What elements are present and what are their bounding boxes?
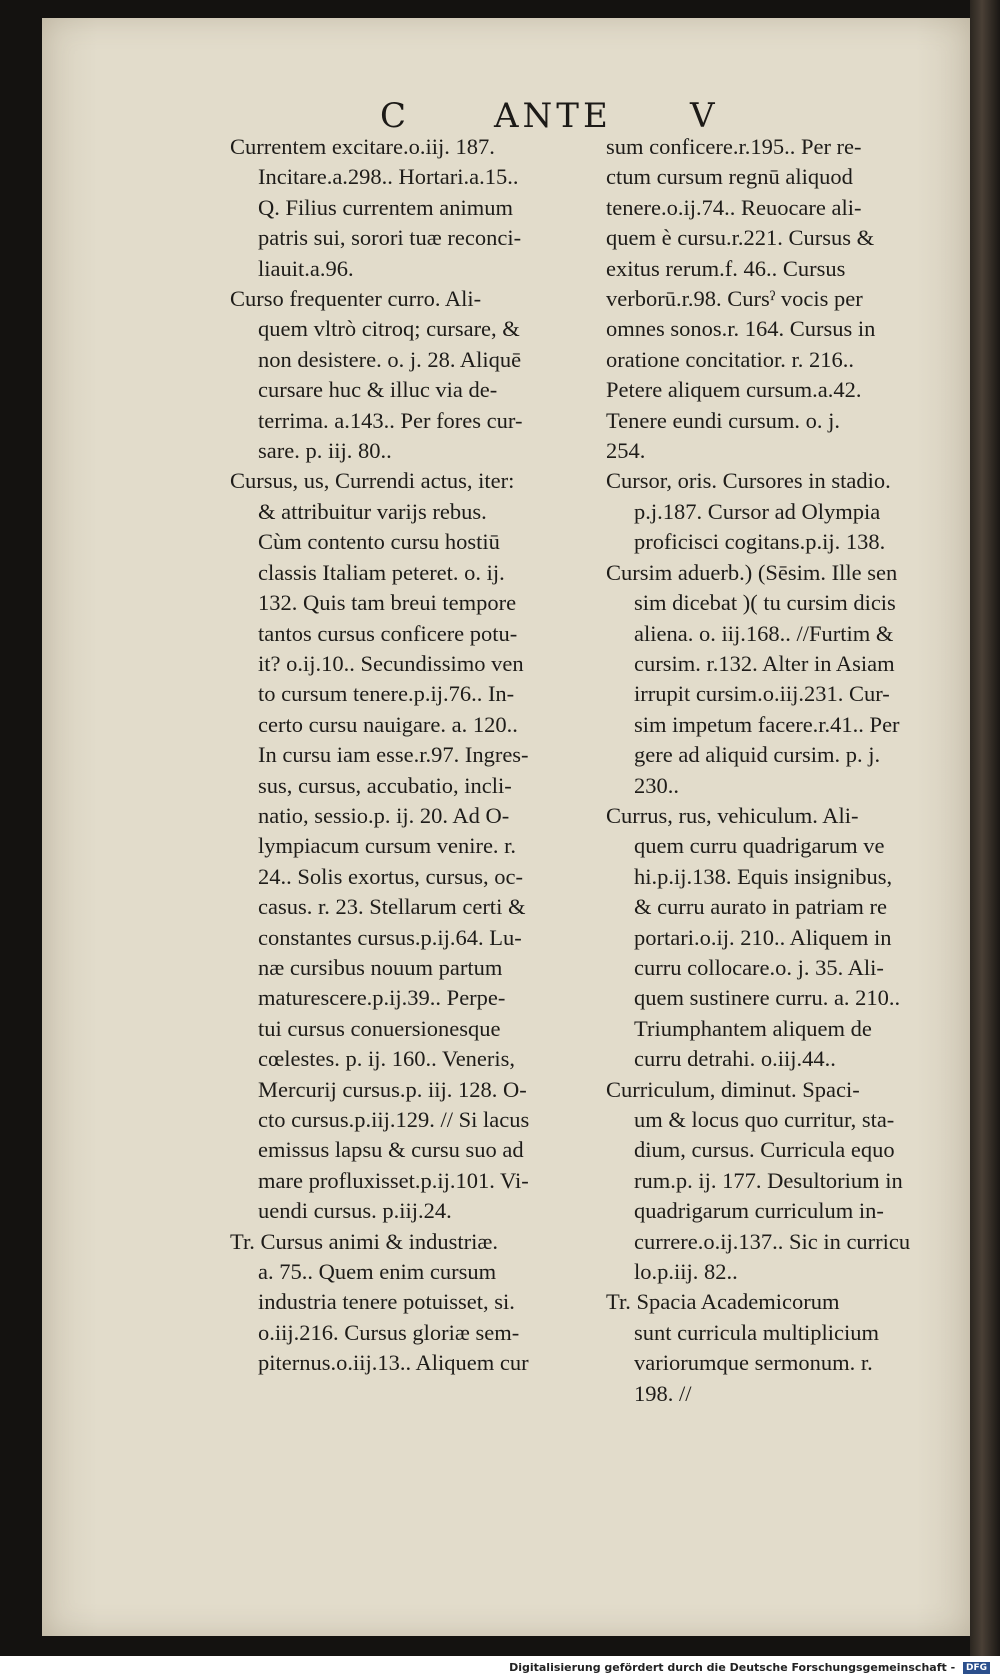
entry-line: tenere.o.ij.74.. Reuocare ali-	[606, 194, 862, 220]
entry-line: natio, sessio.p. ij. 20. Ad O-	[258, 802, 510, 828]
entry-line: omnes sonos.r. 164. Cursus in	[606, 316, 876, 342]
entry-line: non desistere. o. j. 28. Aliquē	[258, 346, 522, 372]
entry-line: 254.	[606, 438, 646, 464]
entry-line: quem sustinere curru. a. 210..	[634, 985, 901, 1011]
entry-line: Triumphantem aliquem de	[634, 1015, 872, 1041]
entry-line: constantes cursus.p.ij.64. Lu-	[258, 924, 522, 950]
entry-line: tantos cursus conficere potu-	[258, 620, 518, 646]
entry-line: uendi cursus. p.iij.24.	[258, 1198, 452, 1224]
dictionary-entry	[606, 558, 970, 801]
entry-line: cursare huc & illuc via de-	[258, 377, 498, 403]
entry-line: sim dicebat )( tu cursim dicis	[634, 590, 896, 616]
entry-line: gere ad aliquid cursim. p. j.	[634, 742, 881, 768]
entry-line: rum.p. ij. 177. Desultorium in	[634, 1167, 903, 1193]
header-center-word: ANTE	[494, 96, 612, 136]
entry-line: ctum cursum regnū aliquod	[606, 164, 853, 190]
entry-line: Incitare.a.298.. Hortari.a.15..	[258, 164, 519, 190]
entry-line: it? o.ij.10.. Secundissimo ven	[258, 650, 524, 676]
entry-line: aliena. o. iij.168.. //Furtim &	[634, 620, 894, 646]
entry-line: 24.. Solis exortus, cursus, oc-	[258, 863, 523, 889]
right-column	[606, 132, 970, 1409]
entry-line: Q. Filius currentem animum	[258, 194, 513, 220]
entry-line: a. 75.. Quem enim cursum	[258, 1259, 497, 1285]
entry-line: oratione concitatior. r. 216..	[606, 346, 855, 372]
entry-line: um & locus quo curritur, sta-	[634, 1107, 895, 1132]
running-header	[0, 96, 1000, 136]
footer-credit-text: Digitalisierung gefördert durch die Deutsche Forschungsgemeinschaft -	[509, 1661, 956, 1674]
dfg-logo: DFG	[963, 1662, 990, 1674]
entry-line: irrupit cursim.o.iij.231. Cur-	[634, 681, 890, 707]
entry-line: In cursu iam esse.r.97. Ingres-	[258, 742, 529, 768]
entry-line: sus, cursus, accubatio, incli-	[258, 772, 512, 798]
entry-line: currere.o.ij.137.. Sic in curricu	[634, 1228, 911, 1254]
entry-line: sunt curricula multiplicium	[634, 1319, 879, 1345]
entry-line: piternus.o.iij.13.. Aliquem cur	[258, 1350, 529, 1376]
entry-line: tui cursus conuersionesque	[258, 1015, 501, 1041]
entry-line: sim impetum facere.r.41.. Per	[634, 711, 900, 737]
entry-line: p.j.187. Cursor ad Olympia	[634, 498, 881, 524]
entry-line: dium, cursus. Curricula equo	[634, 1137, 895, 1163]
entry-line: proficisci cogitans.p.ij. 138.	[634, 529, 886, 555]
entry-line: & curru aurato in patriam re	[634, 894, 888, 920]
entry-line: quem è cursu.r.221. Cursus &	[606, 225, 875, 251]
entry-line: & attribuitur varijs rebus.	[258, 498, 487, 524]
entry-line: quem vltrò citroq; cursare, &	[258, 316, 520, 342]
entry-line: Mercurij cursus.p. iij. 128. O-	[258, 1076, 527, 1102]
entry-line: patris sui, sorori tuæ reconci-	[258, 225, 522, 251]
entry-line: cto cursus.p.iij.129. // Si lacus	[258, 1107, 530, 1132]
entry-line: to cursum tenere.p.ij.76.. In-	[258, 681, 515, 707]
header-right-letter: V	[690, 96, 719, 136]
entry-line: exitus rerum.f. 46.. Cursus	[606, 255, 846, 281]
entry-line: Currus, rus, vehiculum. Ali-	[606, 802, 859, 828]
dictionary-entry	[230, 132, 596, 284]
footer-credit	[509, 1661, 990, 1674]
entry-line: variorumque sermonum. r.	[634, 1350, 873, 1376]
entry-line: sum conficere.r.195.. Per re-	[606, 134, 862, 159]
dictionary-entry	[230, 284, 596, 466]
entry-line: næ cursibus nouum partum	[258, 954, 503, 980]
footer-bar	[0, 1656, 1000, 1680]
entry-line: industria tenere potuisset, si.	[258, 1289, 515, 1315]
entry-line: mare profluxisset.p.ij.101. Vi-	[258, 1167, 529, 1193]
entry-line: 132. Quis tam breui tempore	[258, 590, 517, 616]
entry-line: Curso frequenter curro. Ali-	[230, 286, 482, 312]
entry-line: emissus lapsu & cursu suo ad	[258, 1137, 524, 1163]
entry-line: maturescere.p.ij.39.. Perpe-	[258, 985, 506, 1011]
entry-line: o.iij.216. Cursus gloriæ sem-	[258, 1319, 520, 1345]
entry-line: cœlestes. p. ij. 160.. Veneris,	[258, 1046, 516, 1072]
entry-line: 230..	[634, 772, 679, 798]
entry-line: Cùm contento cursu hostiū	[258, 529, 500, 555]
left-column	[230, 132, 596, 1379]
entry-line: lo.p.iij. 82..	[634, 1259, 738, 1285]
entry-line: portari.o.ij. 210.. Aliquem in	[634, 924, 892, 950]
dictionary-entry	[606, 466, 970, 557]
entry-line: sare. p. iij. 80..	[258, 438, 392, 464]
dictionary-entry	[230, 466, 596, 1226]
entry-line: liauit.a.96.	[258, 255, 354, 281]
entry-line: Tr. Spacia Academicorum	[606, 1289, 840, 1315]
entry-line: 198. //	[634, 1380, 692, 1406]
entry-line: curru detrahi. o.iij.44..	[634, 1046, 836, 1072]
entry-line: Cursor, oris. Cursores in stadio.	[606, 468, 891, 494]
entry-line: hi.p.ij.138. Equis insignibus,	[634, 863, 893, 889]
entry-line: terrima. a.143.. Per fores cur-	[258, 407, 523, 433]
entry-line: casus. r. 23. Stellarum certi &	[258, 894, 526, 920]
entry-line: cursim. r.132. Alter in Asiam	[634, 650, 895, 676]
entry-line: Curriculum, diminut. Spaci-	[606, 1076, 860, 1102]
dictionary-entry	[606, 801, 970, 1075]
entry-line: Tr. Cursus animi & industriæ.	[230, 1228, 498, 1254]
page-edge	[970, 0, 1000, 1656]
header-left-letter: C	[380, 96, 411, 136]
entry-line: Petere aliquem cursum.a.42.	[606, 377, 862, 403]
entry-line: quadrigarum curriculum in-	[634, 1198, 884, 1224]
entry-line: classis Italiam peteret. o. ij.	[258, 559, 505, 585]
entry-line: quem curru quadrigarum ve	[634, 833, 885, 859]
entry-line: curru collocare.o. j. 35. Ali-	[634, 954, 884, 980]
entry-line: Cursus, us, Currendi actus, iter:	[230, 468, 515, 494]
entry-line: Tenere eundi cursum. o. j.	[606, 407, 840, 433]
entry-line: verborū.r.98. Cursˀ vocis per	[606, 286, 863, 312]
dictionary-entry	[606, 132, 970, 466]
dictionary-entry	[606, 1287, 970, 1409]
entry-line: certo cursu nauigare. a. 120..	[258, 711, 518, 737]
dictionary-entry	[606, 1075, 970, 1288]
entry-line: Cursim aduerb.) (Sēsim. Ille sen	[606, 559, 898, 585]
entry-line: lympiacum cursum venire. r.	[258, 833, 517, 859]
entry-line: Currentem excitare.o.iij. 187.	[230, 134, 495, 159]
dictionary-entry	[230, 1227, 596, 1379]
